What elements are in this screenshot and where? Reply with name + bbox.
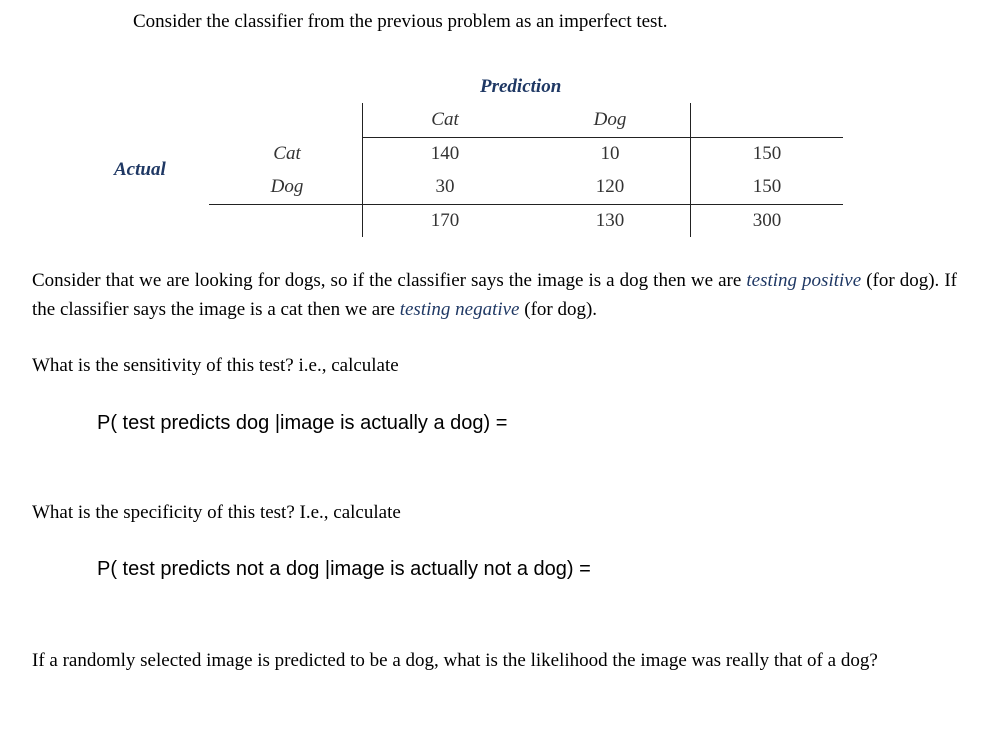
term-testing-negative: testing negative bbox=[399, 299, 520, 320]
column-header-cat: Cat bbox=[431, 109, 459, 130]
specificity-question: What is the specificity of this test? I.e., calculate bbox=[32, 502, 401, 523]
column-header-dog: Dog bbox=[593, 109, 627, 130]
table-rule-left bbox=[362, 103, 363, 237]
table-rule-middle bbox=[209, 204, 843, 205]
explanation-part-2: (for dog). If the classifier says the image is a cat then we are bbox=[32, 270, 957, 320]
specificity-formula: P( test predicts not a dog |image is actually not a dog) = bbox=[97, 558, 591, 580]
column-total: 130 bbox=[595, 210, 625, 231]
table-rule-right bbox=[690, 103, 691, 237]
column-total: 170 bbox=[430, 210, 460, 231]
intro-text: Consider the classifier from the previous problem as an imperfect test. bbox=[133, 11, 668, 32]
row-total: 150 bbox=[752, 176, 782, 197]
explanation-paragraph bbox=[32, 266, 957, 324]
row-total: 150 bbox=[752, 143, 782, 164]
row-label-cat: Cat bbox=[273, 143, 301, 164]
table-cell: 140 bbox=[430, 143, 460, 164]
explanation-part-3: (for dog). bbox=[519, 299, 598, 320]
actual-header: Actual bbox=[114, 159, 166, 180]
sensitivity-question: What is the sensitivity of this test? i.e., calculate bbox=[32, 355, 399, 376]
likelihood-question: If a randomly selected image is predicted to be a dog, what is the likelihood the image was really that of a dog? bbox=[32, 650, 878, 671]
explanation-part-1: Consider that we are looking for dogs, so if the classifier says the image is a dog then we are bbox=[32, 270, 747, 291]
table-cell: 10 bbox=[600, 143, 620, 164]
table-rule-top bbox=[363, 137, 843, 138]
grand-total: 300 bbox=[752, 210, 782, 231]
prediction-header: Prediction bbox=[480, 76, 562, 97]
row-label-dog: Dog bbox=[270, 176, 304, 197]
sensitivity-formula: P( test predicts dog |image is actually a dog) = bbox=[97, 412, 508, 434]
table-cell: 120 bbox=[595, 176, 625, 197]
term-testing-positive: testing positive bbox=[746, 270, 862, 291]
table-cell: 30 bbox=[435, 176, 455, 197]
